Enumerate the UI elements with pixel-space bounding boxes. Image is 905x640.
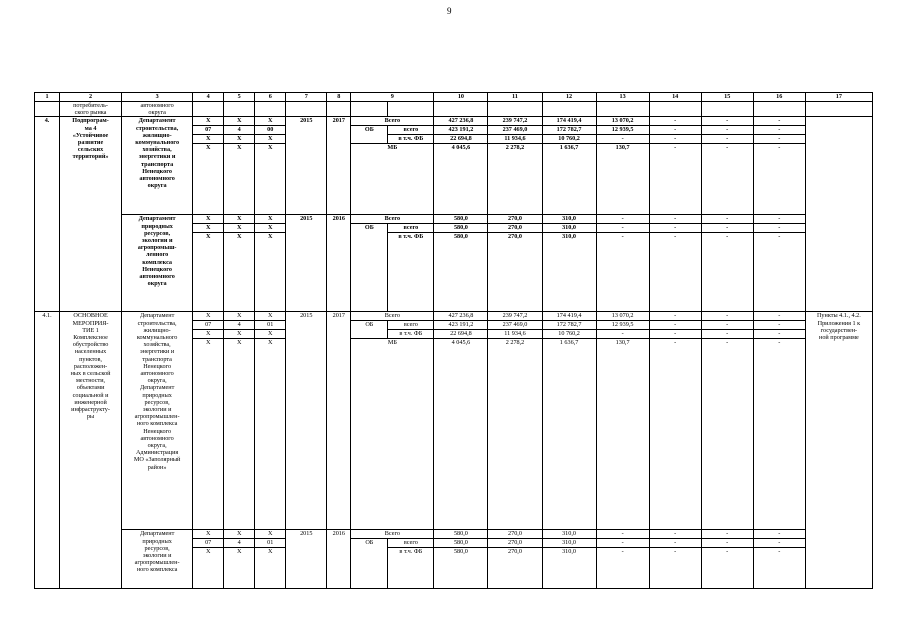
cell-code: 07 bbox=[193, 321, 224, 330]
cell-value: - bbox=[753, 224, 805, 233]
cell-value: 580,0 bbox=[434, 548, 488, 589]
header-cell: 2 bbox=[60, 93, 122, 102]
cell-value: 1 636,7 bbox=[542, 339, 596, 530]
cell-value: - bbox=[649, 539, 701, 548]
cell-value: 310,0 bbox=[542, 233, 596, 312]
cell-code: Х bbox=[193, 144, 224, 215]
cell-source: МБ bbox=[351, 339, 434, 530]
cell-value: 130,7 bbox=[596, 339, 649, 530]
header-cell: 17 bbox=[805, 93, 872, 102]
cell-year-end: 2016 bbox=[327, 215, 351, 312]
cell-value: 310,0 bbox=[542, 215, 596, 224]
cell-value: - bbox=[649, 126, 701, 135]
header-cell: 6 bbox=[255, 93, 286, 102]
cell-code: Х bbox=[224, 312, 255, 321]
cell-year-start: 2015 bbox=[286, 117, 327, 215]
cell-value: - bbox=[701, 321, 753, 330]
cell-value: 310,0 bbox=[542, 224, 596, 233]
header-cell: 15 bbox=[701, 93, 753, 102]
cell-value: - bbox=[649, 135, 701, 144]
cell-value: 4 045,6 bbox=[434, 339, 488, 530]
program-table bbox=[34, 92, 873, 589]
cell-code: Х bbox=[224, 330, 255, 339]
cell-code: Х bbox=[255, 339, 286, 530]
cell-value: 310,0 bbox=[542, 530, 596, 539]
header-cell: 1 bbox=[35, 93, 60, 102]
header-cell: 5 bbox=[224, 93, 255, 102]
cell-value: - bbox=[753, 330, 805, 339]
cell-code: Х bbox=[224, 233, 255, 312]
cell-code: Х bbox=[224, 224, 255, 233]
cell-code: 4 bbox=[224, 126, 255, 135]
cell-value: 580,0 bbox=[434, 539, 488, 548]
cell-source: ОБ bbox=[351, 224, 388, 312]
cell-value: 2 278,2 bbox=[488, 144, 542, 215]
cell-value: 172 782,7 bbox=[542, 126, 596, 135]
cell-value: - bbox=[701, 539, 753, 548]
cell-code: Х bbox=[224, 135, 255, 144]
cell-value: - bbox=[701, 339, 753, 530]
cell-value: 10 760,2 bbox=[542, 330, 596, 339]
cell-note bbox=[805, 117, 872, 312]
cell-value: - bbox=[596, 215, 649, 224]
header-cell: 4 bbox=[193, 93, 224, 102]
cell-subsource: всего bbox=[388, 224, 434, 233]
cell-year-end: 2017 bbox=[327, 117, 351, 215]
header-row bbox=[35, 93, 873, 102]
cell-value: 22 694,8 bbox=[434, 135, 488, 144]
cell-executor: Департамент природных ресурсов, экологии и агропромыш- ленного комплекса Ненецкого автономного округа bbox=[122, 215, 193, 312]
cell-value: - bbox=[649, 321, 701, 330]
cell-value: 423 191,2 bbox=[434, 126, 488, 135]
cell-value: - bbox=[596, 224, 649, 233]
cell-value: 174 419,4 bbox=[542, 117, 596, 126]
table-row bbox=[35, 530, 873, 539]
cell-value: - bbox=[701, 233, 753, 312]
cell-value: - bbox=[649, 339, 701, 530]
cell-value: - bbox=[701, 224, 753, 233]
cell-code: Х bbox=[255, 144, 286, 215]
cell-value: 580,0 bbox=[434, 215, 488, 224]
cell-code: Х bbox=[255, 117, 286, 126]
cell-executor: Департамент строительства, жилищно- коммунального хозяйства, энергетики и транспорта Ненецкого автономного округа, Департамент природных ресурсов, экологии и агропромышлен- ного комплекса Ненецкого автономного округа, Администрация МО «Заполярный район» bbox=[122, 312, 193, 530]
cell-year-end: 2016 bbox=[327, 530, 351, 589]
cell-code: Х bbox=[224, 530, 255, 539]
cell-code: Х bbox=[193, 530, 224, 539]
cell-code: Х bbox=[255, 330, 286, 339]
cell-value: - bbox=[701, 215, 753, 224]
cell-code: Х bbox=[193, 548, 224, 589]
cell-value: - bbox=[701, 330, 753, 339]
cell-source: Всего bbox=[351, 312, 434, 321]
cell-value: 130,7 bbox=[596, 144, 649, 215]
cell-note: Пункты 4.1., 4.2. Приложения 1 к государствен- ной программе bbox=[805, 312, 872, 589]
cell-code: 01 bbox=[255, 321, 286, 330]
cell-value: 310,0 bbox=[542, 539, 596, 548]
cell-subsource: в т.ч. ФБ bbox=[388, 135, 434, 144]
cell-code: Х bbox=[193, 312, 224, 321]
cell-name: Подпрограм- ма 4 «Устойчивое развитие сельских территорий» bbox=[60, 117, 122, 312]
cell-code: Х bbox=[255, 215, 286, 224]
cell-value: 12 939,5 bbox=[596, 321, 649, 330]
cell-num: 4. bbox=[35, 117, 60, 312]
cell-source: ОБ bbox=[351, 539, 388, 589]
cell-year-start: 2015 bbox=[286, 530, 327, 589]
cell-value: - bbox=[701, 312, 753, 321]
table-row bbox=[35, 102, 873, 117]
cell-code: Х bbox=[255, 312, 286, 321]
cell-value: - bbox=[701, 117, 753, 126]
cell-value: - bbox=[753, 135, 805, 144]
cell-value: 174 419,4 bbox=[542, 312, 596, 321]
cell-value: 270,0 bbox=[488, 530, 542, 539]
cell-name: ОСНОВНОЕ МЕРОПРИЯ- ТИЕ 1 Комплексное обустройство населенных пунктов, расположен- ных в сельской местности, объектами социальной и инженерной инфраструкту- ры bbox=[60, 312, 122, 589]
cell-value: - bbox=[596, 135, 649, 144]
cell-value: - bbox=[753, 126, 805, 135]
cell-subsource: в т.ч. ФБ bbox=[388, 330, 434, 339]
cell-value: - bbox=[649, 144, 701, 215]
cell-value: 13 070,2 bbox=[596, 117, 649, 126]
page-number: 9 bbox=[447, 6, 452, 16]
cell-value: 239 747,2 bbox=[488, 312, 542, 321]
cell-value: - bbox=[753, 539, 805, 548]
cell-value: 237 469,0 bbox=[488, 126, 542, 135]
cell-code: 07 bbox=[193, 539, 224, 548]
cell-code: Х bbox=[193, 339, 224, 530]
cell-value: - bbox=[649, 330, 701, 339]
cell-value: - bbox=[753, 117, 805, 126]
cell-value: - bbox=[753, 530, 805, 539]
cell-value: - bbox=[596, 539, 649, 548]
cell-value: 580,0 bbox=[434, 233, 488, 312]
cell-year-end: 2017 bbox=[327, 312, 351, 530]
cell-value: 22 694,8 bbox=[434, 330, 488, 339]
cell-code: 07 bbox=[193, 126, 224, 135]
cell-code: Х bbox=[193, 330, 224, 339]
cell-subsource: в т.ч. ФБ bbox=[388, 548, 434, 589]
header-cell: 10 bbox=[434, 93, 488, 102]
cell-value: - bbox=[753, 321, 805, 330]
cell-code: Х bbox=[255, 233, 286, 312]
cell-value: 310,0 bbox=[542, 548, 596, 589]
cell-code: Х bbox=[224, 117, 255, 126]
cell-source: МБ bbox=[351, 144, 434, 215]
cell-code: Х bbox=[193, 117, 224, 126]
cell-value: - bbox=[753, 548, 805, 589]
cell-value: - bbox=[649, 117, 701, 126]
cell-value: - bbox=[701, 144, 753, 215]
cell-code: Х bbox=[224, 339, 255, 530]
cell-source: Всего bbox=[351, 117, 434, 126]
cell-name: потребитель- ского рынка bbox=[60, 102, 122, 117]
cell-value: 11 934,6 bbox=[488, 135, 542, 144]
cell-value: 270,0 bbox=[488, 548, 542, 589]
cell-code: Х bbox=[255, 224, 286, 233]
header-cell: 8 bbox=[327, 93, 351, 102]
header-cell: 3 bbox=[122, 93, 193, 102]
cell-value: 270,0 bbox=[488, 224, 542, 233]
cell-code: Х bbox=[193, 135, 224, 144]
cell-value: - bbox=[596, 330, 649, 339]
cell-code: 00 bbox=[255, 126, 286, 135]
cell-value: - bbox=[701, 530, 753, 539]
cell-value: - bbox=[753, 144, 805, 215]
cell-value: 239 747,2 bbox=[488, 117, 542, 126]
cell-value: 423 191,2 bbox=[434, 321, 488, 330]
cell-executor: автономного округа bbox=[122, 102, 193, 117]
cell-value: - bbox=[649, 530, 701, 539]
cell-code: 4 bbox=[224, 539, 255, 548]
cell-executor: Департамент строительства, жилищно- коммунального хозяйства, энергетики и транспорта Ненецкого автономного округа bbox=[122, 117, 193, 215]
cell-value: 270,0 bbox=[488, 233, 542, 312]
cell-source: ОБ bbox=[351, 126, 388, 144]
cell-value: 4 045,6 bbox=[434, 144, 488, 215]
cell-value: 13 070,2 bbox=[596, 312, 649, 321]
cell-value: 12 939,5 bbox=[596, 126, 649, 135]
cell-value: 427 236,8 bbox=[434, 117, 488, 126]
header-cell: 7 bbox=[286, 93, 327, 102]
cell-value: - bbox=[753, 233, 805, 312]
cell-value: - bbox=[596, 233, 649, 312]
cell-code: Х bbox=[224, 215, 255, 224]
cell-source: Всего bbox=[351, 215, 434, 224]
cell-value: 270,0 bbox=[488, 215, 542, 224]
cell-value: 237 469,0 bbox=[488, 321, 542, 330]
cell-value: 427 236,8 bbox=[434, 312, 488, 321]
cell-value: - bbox=[596, 530, 649, 539]
cell-value: - bbox=[649, 224, 701, 233]
cell-value: - bbox=[649, 312, 701, 321]
cell-year-start: 2015 bbox=[286, 215, 327, 312]
cell-code: Х bbox=[224, 548, 255, 589]
cell-value: 11 934,6 bbox=[488, 330, 542, 339]
cell-value: 1 636,7 bbox=[542, 144, 596, 215]
cell-value: - bbox=[649, 233, 701, 312]
cell-value: 10 760,2 bbox=[542, 135, 596, 144]
cell-value: - bbox=[596, 548, 649, 589]
cell-code: 4 bbox=[224, 321, 255, 330]
header-cell: 16 bbox=[753, 93, 805, 102]
cell-subsource: всего bbox=[388, 539, 434, 548]
cell-code: Х bbox=[255, 135, 286, 144]
cell-code: Х bbox=[255, 548, 286, 589]
cell-source: ОБ bbox=[351, 321, 388, 339]
cell-year-start: 2015 bbox=[286, 312, 327, 530]
cell-value: - bbox=[701, 548, 753, 589]
cell-value: 2 278,2 bbox=[488, 339, 542, 530]
header-cell: 11 bbox=[488, 93, 542, 102]
cell-code: Х bbox=[255, 530, 286, 539]
cell-value: - bbox=[753, 339, 805, 530]
cell-code: 01 bbox=[255, 539, 286, 548]
header-cell: 9 bbox=[351, 93, 434, 102]
cell-executor: Департамент природных ресурсов, экологии и агропромышлен- ного комплекса bbox=[122, 530, 193, 589]
cell-value: - bbox=[649, 548, 701, 589]
cell-value: - bbox=[649, 215, 701, 224]
header-cell: 12 bbox=[542, 93, 596, 102]
cell-value: - bbox=[701, 126, 753, 135]
cell-subsource: в т.ч. ФБ bbox=[388, 233, 434, 312]
table-row bbox=[35, 117, 873, 126]
cell-value: - bbox=[753, 215, 805, 224]
cell-value: 580,0 bbox=[434, 224, 488, 233]
cell-num bbox=[35, 102, 60, 117]
header-cell: 14 bbox=[649, 93, 701, 102]
cell-code: Х bbox=[193, 233, 224, 312]
cell-value: - bbox=[753, 312, 805, 321]
cell-value: 172 782,7 bbox=[542, 321, 596, 330]
cell-subsource: всего bbox=[388, 321, 434, 330]
cell-source: Всего bbox=[351, 530, 434, 539]
cell-value: 580,0 bbox=[434, 530, 488, 539]
cell-code: Х bbox=[224, 144, 255, 215]
cell-subsource: всего bbox=[388, 126, 434, 135]
cell-code: Х bbox=[193, 215, 224, 224]
table-row bbox=[35, 312, 873, 321]
cell-num: 4.1. bbox=[35, 312, 60, 589]
cell-value: - bbox=[701, 135, 753, 144]
table-row bbox=[35, 215, 873, 224]
cell-value: 270,0 bbox=[488, 539, 542, 548]
header-cell: 13 bbox=[596, 93, 649, 102]
cell-code: Х bbox=[193, 224, 224, 233]
